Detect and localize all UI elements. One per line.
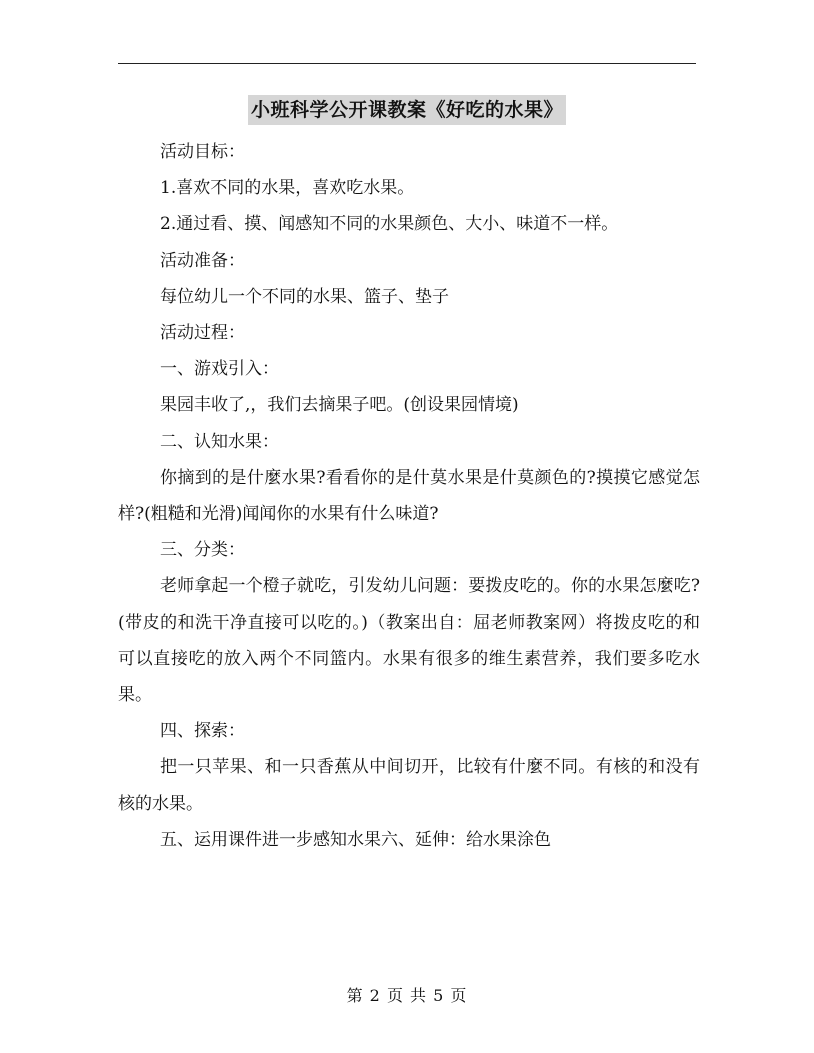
document-title: 小班科学公开课教案《好吃的水果》 [248, 95, 566, 125]
step-heading-1: 一、游戏引入： [160, 359, 279, 380]
goal-item-1: 1.喜欢不同的水果，喜欢吃水果。 [160, 178, 415, 199]
step-heading-5-6: 五、运用课件进一步感知水果六、延伸：给水果涂色 [160, 829, 551, 850]
section-heading-goals: 活动目标： [160, 142, 245, 162]
title-container [0, 95, 814, 125]
document-body [118, 134, 700, 858]
goal-item-2: 2.通过看、摸、闻感知不同的水果颜色、大小、味道不一样。 [160, 214, 619, 235]
step-text-1: 果园丰收了,，我们去摘果子吧。(创设果园情境) [160, 395, 519, 416]
step-heading-2: 二、认知水果： [160, 431, 279, 452]
step-text-3: 老师拿起一个橙子就吃，引发幼儿问题：要拨皮吃的。你的水果怎麼吃?(带皮的和洗干净直接可以吃的。)（教案出自：屈老师教案网）将拨皮吃的和可以直接吃的放入两个不同篮内。水果有很多的维生素营养，我们要多吃水果。 [118, 576, 700, 706]
step-text-2: 你摘到的是什麼水果?看看你的是什莫水果是什莫颜色的?摸摸它感觉怎样?(粗糙和光滑)闻闻你的水果有什么味道? [118, 467, 700, 525]
header-rule [118, 63, 696, 64]
step-text-4: 把一只苹果、和一只香蕉从中间切开，比较有什麼不同。有核的和没有核的水果。 [118, 757, 700, 814]
preparation-text: 每位幼儿一个不同的水果、篮子、垫子 [160, 286, 449, 307]
page-number: 第 2 页 共 5 页 [346, 986, 468, 1005]
step-heading-4: 四、探索： [160, 721, 245, 742]
section-heading-process: 活动过程： [160, 323, 245, 344]
section-heading-preparation: 活动准备： [160, 250, 245, 271]
step-heading-3: 三、分类： [160, 540, 245, 561]
